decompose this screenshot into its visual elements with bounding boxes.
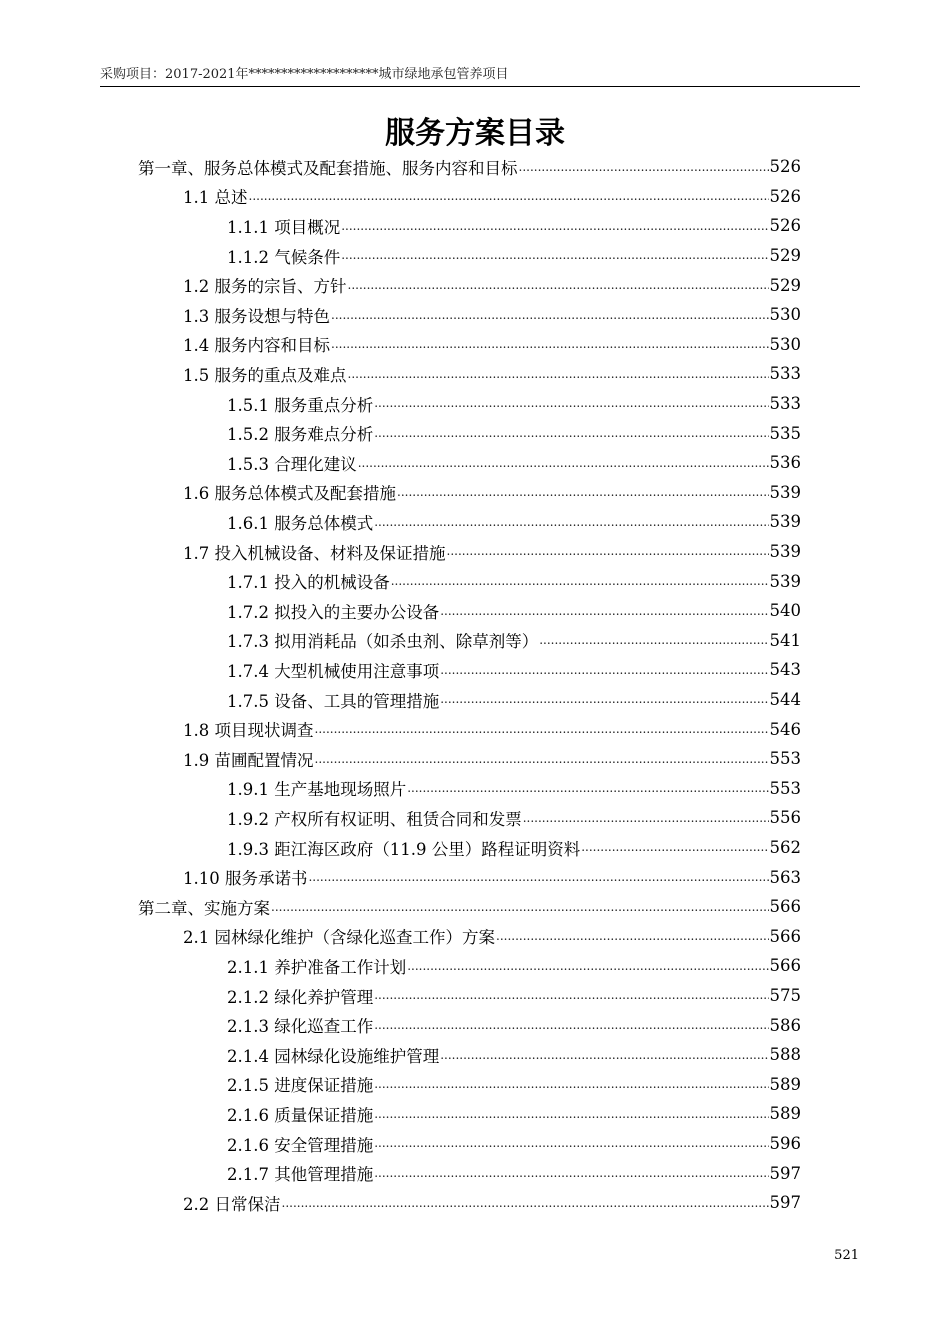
toc-leader-dots (440, 1048, 768, 1062)
toc-entry-title: 1.8 项目现状调查 (183, 721, 314, 741)
page-title: 服务方案目录 (385, 116, 565, 151)
toc-entry-page: 597 (769, 1193, 801, 1213)
toc-entry-title: 2.1.6 安全管理措施 (227, 1135, 374, 1155)
toc-entry-page: 596 (769, 1134, 801, 1154)
toc-entry[interactable] (227, 655, 801, 685)
toc-entry[interactable] (227, 1040, 801, 1070)
toc-entry-page: 566 (769, 956, 801, 976)
toc-entry[interactable] (227, 389, 801, 419)
toc-leader-dots (374, 988, 768, 1002)
toc-entry-page: 589 (769, 1074, 801, 1094)
toc-entry-title: 1.5.3 合理化建议 (227, 454, 357, 474)
toc-leader-dots (331, 337, 769, 351)
toc-leader-dots (440, 692, 768, 706)
toc-entry-page: 536 (769, 453, 801, 473)
toc-leader-dots (374, 396, 768, 410)
toc-entry-title: 2.1.3 绿化巡查工作 (227, 1017, 374, 1037)
toc-leader-dots (397, 485, 769, 499)
toc-leader-dots (391, 574, 769, 588)
toc-leader-dots (374, 515, 768, 529)
toc-entry-title: 2.1 园林绿化维护（含绿化巡查工作）方案 (183, 928, 495, 948)
toc-entry[interactable] (183, 1188, 801, 1218)
toc-leader-dots (407, 781, 768, 795)
toc-entry[interactable] (183, 330, 801, 360)
toc-entry-page: 539 (769, 512, 801, 532)
toc-entry[interactable] (183, 270, 801, 300)
toc-entry-title: 2.1.6 质量保证措施 (227, 1105, 374, 1125)
toc-entry-title: 1.9.1 生产基地现场照片 (227, 780, 407, 800)
toc-entry-page: 566 (769, 897, 801, 917)
toc-entry[interactable] (227, 448, 801, 478)
toc-entry[interactable] (227, 685, 801, 715)
toc-entry-page: 526 (769, 186, 801, 206)
toc-leader-dots (440, 604, 768, 618)
toc-leader-dots (315, 722, 769, 736)
toc-entry[interactable] (183, 478, 801, 508)
toc-entry-page: 553 (769, 778, 801, 798)
toc-entry-page: 586 (769, 1015, 801, 1035)
toc-entry[interactable] (183, 862, 801, 892)
toc-entry-title: 1.5 服务的重点及难点 (183, 365, 347, 385)
toc-leader-dots (374, 1107, 768, 1121)
toc-entry-page: 541 (769, 630, 801, 650)
toc-entry-page: 588 (769, 1045, 801, 1065)
toc-entry[interactable] (227, 803, 801, 833)
toc-entry-page: 533 (769, 394, 801, 414)
toc-entry-title: 2.2 日常保洁 (183, 1194, 281, 1214)
toc-entry-title: 1.7.2 拟投入的主要办公设备 (227, 602, 440, 622)
toc-entry[interactable] (183, 300, 801, 330)
toc-leader-dots (358, 456, 769, 470)
toc-entry[interactable] (183, 537, 801, 567)
toc-entry-page: 563 (769, 867, 801, 887)
toc-entry-page: 543 (769, 660, 801, 680)
toc-entry-page: 535 (769, 423, 801, 443)
toc-leader-dots (447, 544, 769, 558)
toc-entry[interactable] (227, 981, 801, 1011)
toc-entry-title: 2.1.2 绿化养护管理 (227, 987, 374, 1007)
toc-leader-dots (341, 248, 768, 262)
toc-entry-title: 2.1.1 养护准备工作计划 (227, 957, 407, 977)
toc-entry[interactable] (227, 241, 801, 271)
toc-entry-page: 540 (769, 601, 801, 621)
toc-leader-dots (374, 1166, 768, 1180)
toc-leader-dots (315, 752, 769, 766)
toc-entry-title: 1.6.1 服务总体模式 (227, 513, 374, 533)
toc-entry[interactable] (227, 507, 801, 537)
toc-entry[interactable] (183, 182, 801, 212)
toc-entry[interactable] (227, 626, 801, 656)
toc-entry-page: 539 (769, 542, 801, 562)
toc-leader-dots (348, 367, 769, 381)
page-header: 采购项目：2017-2021年********************城市绿地承包管养项目 (100, 66, 860, 87)
toc-entry[interactable] (183, 744, 801, 774)
toc-entry-page: 562 (769, 838, 801, 858)
toc-entry[interactable] (227, 211, 801, 241)
toc-entry-title: 1.5.2 服务难点分析 (227, 425, 374, 445)
toc-leader-dots (374, 1136, 768, 1150)
toc-entry-page: 597 (769, 1163, 801, 1183)
toc-leader-dots (407, 959, 768, 973)
toc-entry-title: 2.1.4 园林绿化设施维护管理 (227, 1046, 440, 1066)
toc-leader-dots (539, 633, 768, 647)
toc-entry[interactable] (227, 1070, 801, 1100)
toc-entry-page: 526 (769, 216, 801, 236)
toc-entry-title: 1.1.2 气候条件 (227, 247, 341, 267)
toc-entry-title: 1.5.1 服务重点分析 (227, 395, 374, 415)
toc-entry-title: 1.9.3 距江海区政府（11.9 公里）路程证明资料 (227, 839, 581, 859)
toc-entry-page: 529 (769, 275, 801, 295)
toc-entry[interactable] (227, 418, 801, 448)
toc-entry-title: 1.1.1 项目概况 (227, 217, 341, 237)
toc-leader-dots (331, 308, 769, 322)
toc-leader-dots (374, 1018, 768, 1032)
toc-entry-title: 1.1 总述 (183, 188, 248, 208)
toc-entry[interactable] (227, 596, 801, 626)
toc-entry[interactable] (227, 1129, 801, 1159)
toc-entry-page: 553 (769, 749, 801, 769)
toc-entry[interactable] (227, 833, 801, 863)
toc-leader-dots (271, 900, 769, 914)
toc-entry-title: 1.4 服务内容和目标 (183, 336, 330, 356)
toc-leader-dots (496, 929, 769, 943)
toc-entry-title: 第一章、服务总体模式及配套措施、服务内容和目标 (138, 158, 518, 178)
toc-entry-title: 1.6 服务总体模式及配套措施 (183, 484, 396, 504)
toc-leader-dots (341, 219, 768, 233)
toc-entry-title: 1.9 苗圃配置情况 (183, 750, 314, 770)
toc-entry-title: 2.1.5 进度保证措施 (227, 1076, 374, 1096)
toc-entry-page: 530 (769, 305, 801, 325)
page-number: 521 (834, 1248, 859, 1263)
toc-entry[interactable] (138, 152, 801, 182)
toc-leader-dots (374, 1077, 768, 1091)
toc-entry[interactable] (183, 714, 801, 744)
toc-entry-page: 566 (769, 926, 801, 946)
toc-entry[interactable] (183, 359, 801, 389)
toc-entry-page: 546 (769, 719, 801, 739)
toc-entry-title: 2.1.7 其他管理措施 (227, 1165, 374, 1185)
toc-entry-page: 539 (769, 482, 801, 502)
toc-entry[interactable] (227, 1158, 801, 1188)
toc-entry[interactable] (227, 774, 801, 804)
toc-entry-title: 1.7.3 拟用消耗品（如杀虫剂、除草剂等） (227, 632, 539, 652)
toc-entry-title: 1.7 投入机械设备、材料及保证措施 (183, 543, 446, 563)
toc-leader-dots (308, 870, 768, 884)
toc-entry-page: 533 (769, 364, 801, 384)
toc-entry-title: 1.7.5 设备、工具的管理措施 (227, 691, 440, 711)
toc-entry[interactable] (227, 1010, 801, 1040)
toc-entry-title: 1.9.2 产权所有权证明、租赁合同和发票 (227, 809, 522, 829)
toc-entry-title: 1.7.4 大型机械使用注意事项 (227, 661, 440, 681)
toc-entry-page: 529 (769, 246, 801, 266)
toc-entry-title: 1.7.1 投入的机械设备 (227, 573, 390, 593)
toc-entry-title: 1.2 服务的宗旨、方针 (183, 277, 347, 297)
toc-entry-page: 544 (769, 690, 801, 710)
toc-leader-dots (348, 278, 769, 292)
toc-entry-page: 539 (769, 571, 801, 591)
toc-entry-title: 1.10 服务承诺书 (183, 869, 308, 889)
toc-leader-dots (519, 160, 769, 174)
toc-entry-page: 556 (769, 808, 801, 828)
toc-entry-page: 530 (769, 334, 801, 354)
toc-entry[interactable] (227, 951, 801, 981)
toc-leader-dots (581, 840, 768, 854)
toc-leader-dots (249, 189, 769, 203)
toc-leader-dots (523, 811, 769, 825)
toc-leader-dots (440, 663, 768, 677)
toc-entry[interactable] (227, 1099, 801, 1129)
toc-entry-title: 1.3 服务设想与特色 (183, 306, 330, 326)
toc-entry[interactable] (183, 922, 801, 952)
toc-entry-page: 575 (769, 986, 801, 1006)
toc-entry-page: 589 (769, 1104, 801, 1124)
toc-entry[interactable] (227, 566, 801, 596)
toc-entry-title: 第二章、实施方案 (138, 898, 270, 918)
toc-leader-dots (282, 1196, 769, 1210)
toc-entry-page: 526 (769, 157, 801, 177)
toc-entry[interactable] (138, 892, 801, 922)
toc-leader-dots (374, 426, 768, 440)
